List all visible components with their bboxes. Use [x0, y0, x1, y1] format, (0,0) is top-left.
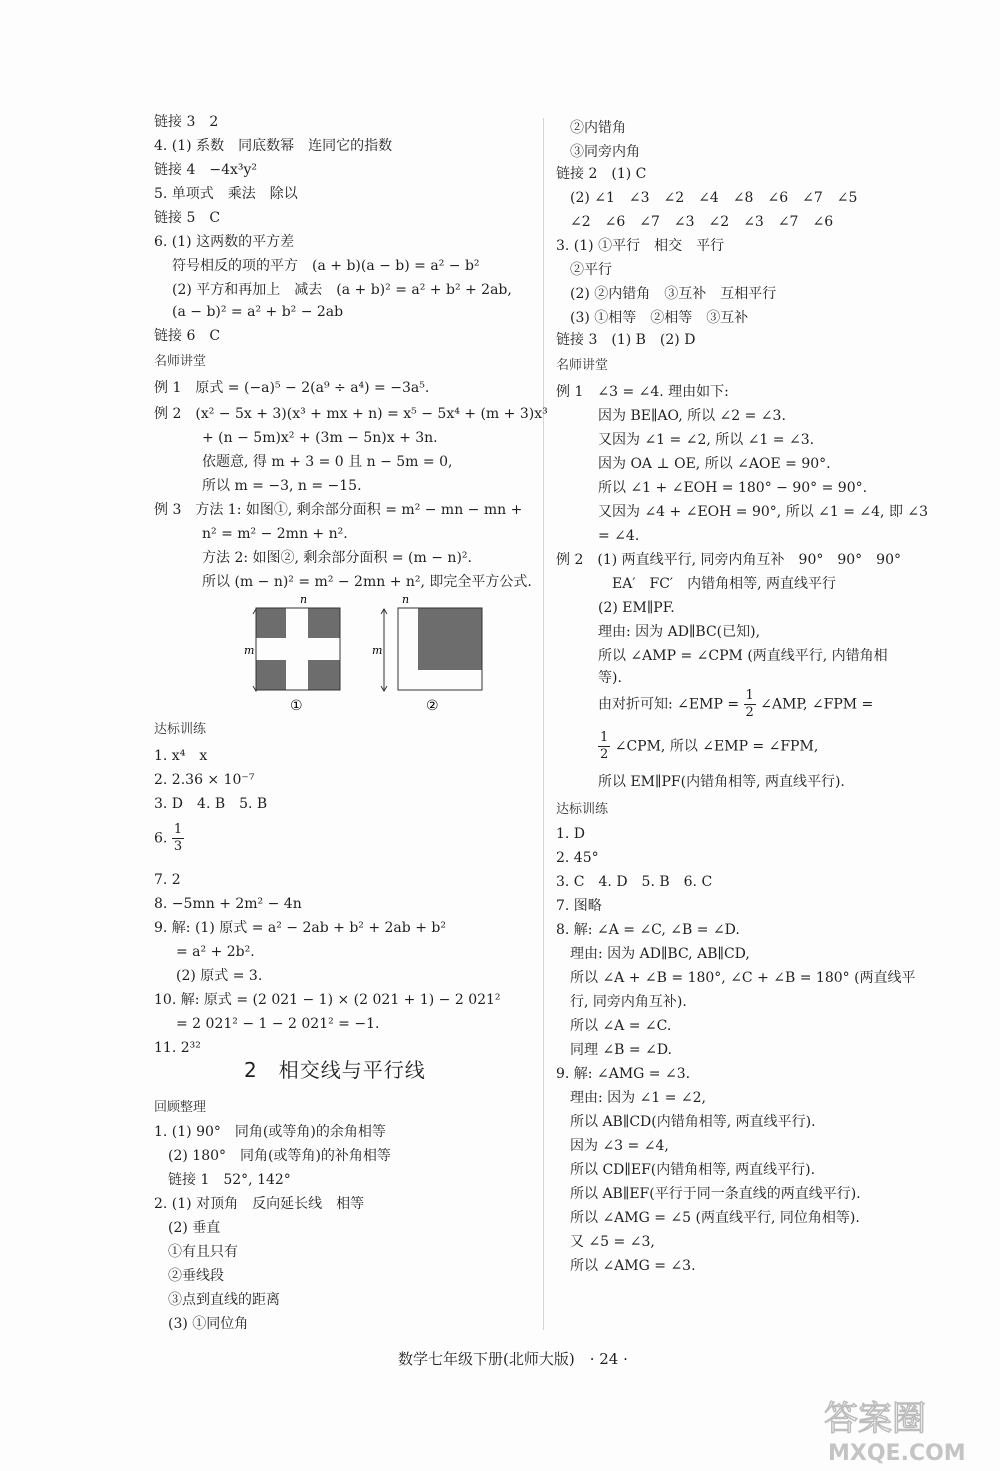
left-line: 1. (1) 90° 同角(或等角)的余角相等	[154, 1124, 386, 1140]
right-line: 又因为 ∠4 + ∠EOH = 90°, 所以 ∠1 = ∠4, 即 ∠3	[598, 504, 929, 520]
right-line: 等).	[598, 670, 622, 686]
right-line: 同理 ∠B = ∠D.	[570, 1042, 673, 1058]
left-line: ①有且只有	[168, 1244, 238, 1260]
left-line: 例 2 (x² − 5x + 3)(x³ + mx + n) = x⁵ − 5x⁴ + (m + 3)x³	[154, 406, 548, 422]
answer-6-label: 6.	[154, 830, 168, 847]
page-footer: 数学七年级下册(北师大版) · 24 ·	[398, 1350, 628, 1368]
right-line: 又因为 ∠1 = ∠2, 所以 ∠1 = ∠3.	[598, 432, 815, 448]
right-line: 链接 2 (1) C	[556, 166, 647, 182]
right-line: (3) ①相等 ②相等 ③互补	[570, 310, 749, 326]
fig1-cross-horizontal	[256, 638, 340, 660]
section-heading: 名师讲堂	[154, 354, 207, 369]
fold-line-1	[598, 688, 873, 721]
right-line: 又 ∠5 = ∠3,	[570, 1234, 655, 1250]
fraction-numerator: 1	[745, 688, 754, 703]
left-line: 2. (1) 对顶角 反向延长线 相等	[154, 1196, 365, 1212]
right-line: 所以 ∠AMG = ∠3.	[570, 1258, 696, 1274]
left-line: 链接 6 C	[154, 328, 221, 344]
left-line: 6. (1) 这两数的平方差	[154, 234, 295, 250]
fraction-one-third	[172, 822, 184, 855]
right-line: 3. C 4. D 5. B 6. C	[556, 874, 713, 890]
fig2-m-label: m	[372, 644, 383, 657]
right-line: 9. 解: ∠AMG = ∠3.	[556, 1066, 691, 1082]
left-line: 符号相反的项的平方 (a + b)(a − b) = a² − b²	[172, 258, 480, 274]
figure-1	[244, 594, 340, 714]
left-line: 链接 4 −4x³y²	[154, 162, 258, 178]
fold-line-1-post: ∠AMP, ∠FPM =	[755, 696, 874, 713]
fold-line-2	[598, 730, 818, 763]
right-line: 行, 同旁内角互补).	[570, 994, 687, 1010]
fold-line-2-post: ∠CPM, 所以 ∠EMP = ∠FPM,	[610, 738, 819, 755]
left-line: 1. x⁴ x	[154, 748, 208, 764]
left-line: 7. 2	[154, 872, 181, 888]
left-line: n² = m² − 2mn + n².	[202, 526, 348, 542]
right-line: = ∠4.	[598, 528, 640, 544]
right-line: 2. 45°	[556, 850, 599, 866]
right-line: (2) EM∥PF.	[598, 600, 675, 616]
left-line: 4. (1) 系数 同底数幂 连同它的指数	[154, 138, 393, 154]
answer-6-fraction	[154, 822, 184, 855]
right-line: 理由: 因为 AD∥BC(已知),	[598, 624, 761, 640]
watermark-logo	[818, 1390, 978, 1466]
left-line: 链接 3 2	[154, 114, 219, 130]
right-line: 所以 AB∥EF(平行于同一条直线的两直线平行).	[570, 1186, 861, 1202]
watermark-url: MXQE.COM	[828, 1441, 966, 1466]
right-line: 链接 3 (1) B (2) D	[556, 332, 696, 348]
right-line: 所以 CD∥EF(内错角相等, 两直线平行).	[570, 1162, 816, 1178]
left-line: 5. 单项式 乘法 除以	[154, 186, 298, 202]
fig1-n-label: n	[300, 594, 308, 606]
section-heading: 达标训练	[154, 722, 207, 737]
right-line: 3. (1) ①平行 相交 平行	[556, 238, 725, 254]
fraction-numerator: 1	[173, 822, 183, 837]
right-line: 所以 ∠AMP = ∠CPM (两直线平行, 内错角相	[598, 648, 888, 664]
right-line: ②内错角	[570, 120, 626, 136]
right-line: 7. 图略	[556, 898, 602, 914]
fig1-caption: ①	[290, 698, 303, 714]
right-line: 例 1 ∠3 = ∠4. 理由如下:	[556, 384, 729, 400]
fraction-one-half-a	[744, 688, 756, 721]
right-line: 因为 ∠3 = ∠4,	[570, 1138, 669, 1154]
left-line: 3. D 4. B 5. B	[154, 796, 268, 812]
square-figures	[244, 594, 484, 714]
left-line: 9. 解: (1) 原式 = a² − 2ab + b² + 2ab + b²	[154, 920, 446, 936]
right-line: ②平行	[570, 262, 612, 278]
left-line: (2) 垂直	[168, 1220, 221, 1236]
right-line: 8. 解: ∠A = ∠C, ∠B = ∠D.	[556, 922, 740, 938]
fraction-numerator: 1	[600, 730, 609, 745]
left-line: + (n − 5m)x² + (3m − 5n)x + 3n.	[202, 430, 438, 446]
figure-2	[372, 594, 482, 714]
right-line: (2) ∠1 ∠3 ∠2 ∠4 ∠8 ∠6 ∠7 ∠5	[570, 190, 858, 206]
left-line: 11. 2³²	[154, 1040, 201, 1056]
fraction-denominator: 2	[600, 747, 609, 762]
left-line: 链接 1 52°, 142°	[168, 1172, 291, 1188]
fig2-n-label: n	[402, 594, 410, 606]
left-line: (a − b)² = a² + b² − 2ab	[172, 304, 344, 320]
right-line: 所以 ∠A = ∠C.	[570, 1018, 672, 1034]
right-line: 所以 ∠A + ∠B = 180°, ∠C + ∠B = 180° (两直线平	[570, 970, 916, 986]
column-divider	[543, 118, 544, 1330]
right-line: 例 2 (1) 两直线平行, 同旁内角互补 90° 90° 90°	[556, 552, 901, 568]
right-line: 因为 BE∥AO, 所以 ∠2 = ∠3.	[598, 408, 786, 424]
left-line: 2. 2.36 × 10⁻⁷	[154, 772, 255, 788]
left-line: 例 3 方法 1: 如图①, 剩余部分面积 = m² − mn − mn +	[154, 502, 523, 518]
section-heading: 达标训练	[556, 802, 609, 817]
left-line: 例 1 原式 = (−a)⁵ − 2(a⁹ ÷ a⁴) = −3a⁵.	[154, 380, 430, 396]
section-heading: 回顾整理	[154, 1100, 207, 1115]
right-line: 所以 ∠AMG = ∠5 (两直线平行, 同位角相等).	[570, 1210, 860, 1226]
fig1-m-label: m	[244, 644, 255, 657]
watermark-text: 答案圈	[824, 1399, 926, 1439]
section-heading: 2 相交线与平行线	[244, 1058, 426, 1082]
right-line: 所以 EM∥PF(内错角相等, 两直线平行).	[598, 774, 845, 790]
left-line: 方法 2: 如图②, 剩余部分面积 = (m − n)².	[202, 550, 472, 566]
right-line: 理由: 因为 ∠1 = ∠2,	[570, 1090, 706, 1106]
left-line: (2) 180° 同角(或等角)的补角相等	[168, 1148, 391, 1164]
left-line: (3) ①同位角	[168, 1316, 249, 1332]
left-line: (2) 原式 = 3.	[176, 968, 263, 984]
right-line: 因为 OA ⊥ OE, 所以 ∠AOE = 90°.	[598, 456, 831, 472]
right-line: 理由: 因为 AD∥BC, AB∥CD,	[570, 946, 750, 962]
left-line: 10. 解: 原式 = (2 021 − 1) × (2 021 + 1) − 2 021²	[154, 992, 501, 1008]
right-line: ∠2 ∠6 ∠7 ∠3 ∠2 ∠3 ∠7 ∠6	[570, 214, 834, 230]
fold-line-1-pre: 由对折可知: ∠EMP =	[598, 696, 744, 713]
right-line: 所以 AB∥CD(内错角相等, 两直线平行).	[570, 1114, 816, 1130]
left-line: 链接 5 C	[154, 210, 221, 226]
left-line: (2) 平方和再加上 减去 (a + b)² = a² + b² + 2ab,	[172, 282, 512, 298]
fraction-one-half-b	[598, 730, 610, 763]
left-line: 依题意, 得 m + 3 = 0 且 n − 5m = 0,	[202, 454, 453, 470]
right-line: (2) ②内错角 ③互补 互相平行	[570, 286, 777, 302]
fraction-denominator: 3	[173, 839, 183, 854]
right-line: ③同旁内角	[570, 144, 640, 160]
left-line: = 2 021² − 1 − 2 021² = −1.	[176, 1016, 380, 1032]
left-line: = a² + 2b².	[176, 944, 255, 960]
fig2-shaded	[418, 608, 482, 670]
left-line: 8. −5mn + 2m² − 4n	[154, 896, 302, 912]
left-line: ③点到直线的距离	[168, 1292, 280, 1308]
fig2-caption: ②	[426, 698, 439, 714]
left-line: ②垂线段	[168, 1268, 224, 1284]
fraction-denominator: 2	[745, 705, 754, 720]
right-line: 所以 ∠1 + ∠EOH = 180° − 90° = 90°.	[598, 480, 868, 496]
left-line: 所以 (m − n)² = m² − 2mn + n², 即完全平方公式.	[202, 574, 532, 590]
right-line: 1. D	[556, 826, 586, 842]
right-line: EA′ FC′ 内错角相等, 两直线平行	[612, 576, 837, 592]
section-heading: 名师讲堂	[556, 358, 609, 373]
left-line: 所以 m = −3, n = −15.	[202, 478, 362, 494]
